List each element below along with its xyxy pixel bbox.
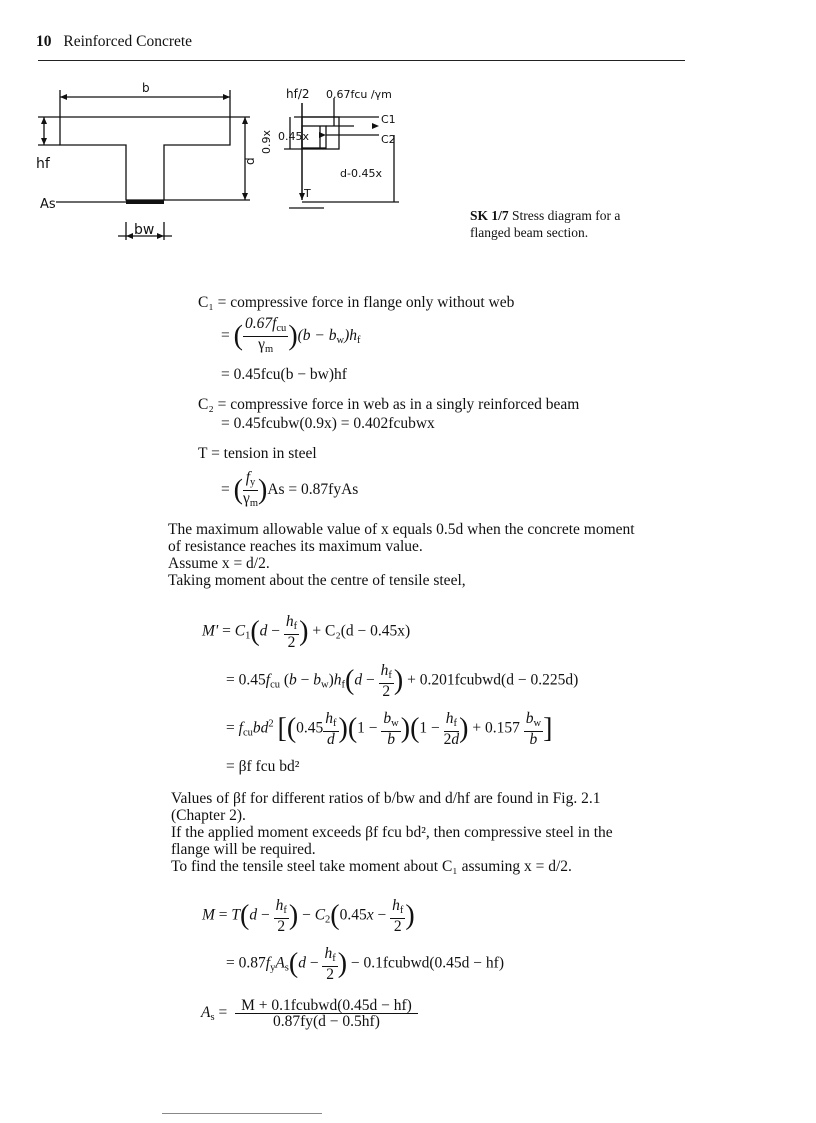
- caption-label: SK 1/7: [470, 208, 509, 223]
- label-As: As: [40, 197, 56, 212]
- eq-t-result: = ( $\frac{f_y}{\gamma_m}$ )As = 0.87fyAs: [221, 469, 359, 509]
- label-c1: C1: [381, 113, 396, 126]
- running-header: [36, 33, 192, 51]
- header-rule: [38, 60, 685, 61]
- caption-line2: flanged beam section.: [470, 225, 589, 240]
- footer-rule: [162, 1113, 322, 1114]
- stress-diagram-figure: [34, 70, 434, 245]
- running-title: Reinforced Concrete: [63, 33, 193, 50]
- eq-beta: = βf fcu bd²: [226, 758, 300, 775]
- eq-m-1: M = T(d − $\frac{h_f}{2}$ ) − $C_2(0.45x$ − $\frac{h_f}{2}$ ): [202, 897, 415, 935]
- eq-t-definition: T = tension in steel: [198, 445, 317, 462]
- label-stress: 0.67fcu /γm: [326, 88, 392, 101]
- label-d: d: [243, 157, 257, 165]
- label-c2: C2: [381, 133, 396, 146]
- eq-c1-result: = 0.45fcu(b − bw)hf: [221, 366, 347, 383]
- t-beam-outline: [60, 117, 230, 200]
- steel-bar: [126, 200, 164, 204]
- page-number: 10: [36, 33, 52, 50]
- eq-as: $A_s$ = $\frac{\text{M + 0.1fcubwd(0.45d − hf)}}{0.87fy(d - 0.5hf)}$: [201, 998, 418, 1029]
- eq-moment-2: = $0.45f_{cu}$ $(b - b_w)h_f(d$ − $\frac{h_f}{2}$ ) + 0.201fcubwd(d − 0.225d): [226, 662, 579, 700]
- eq-moment-3: = $f_{cu}bd^2$ [(0.45 $\frac{h_f}{d}$ )(1 − $\frac{b_w}{b}$ )(1 − $\frac{h_f}{2d}$ ) + 0.157 $\frac{b_w}{b}$ ]: [226, 710, 553, 748]
- eq-c2-result: = 0.45fcubw(0.9x) = 0.402fcubwx: [221, 415, 435, 432]
- eq-c2-definition: C₂ = compressive force in web as in a singly reinforced beam: [198, 396, 580, 413]
- eq-c1-definition: C₁ = compressive force in flange only without web: [198, 294, 515, 311]
- label-bw: bw: [134, 222, 155, 238]
- eq-moment-1: $M' = C_1(d$ − $\frac{h_f}{2}$ ) + C₂(d − 0.45x): [202, 613, 411, 651]
- figure-caption: [470, 207, 620, 241]
- eq-m-2: = $0.87f_yA_s(d$ − $\frac{h_f}{2}$ ) − 0.1fcubwd(0.45d − hf): [226, 945, 504, 983]
- label-hf-half: hf/2: [286, 87, 310, 101]
- eq-c1-expansion: = ( $\frac{0.67f_{cu}}{\gamma_m}$ )$(b - b_w)h_f$: [221, 315, 361, 355]
- label-b: b: [142, 81, 150, 95]
- paragraph-1: The maximum allowable value of x equals 0.5d when the concrete moment of resistance reaches its maximum value. Assume x = d/2. Taking moment about the centre of tensile steel,: [168, 521, 635, 589]
- label-depth: 0.9x: [260, 129, 273, 154]
- caption-line1: Stress diagram for a: [512, 208, 621, 223]
- paragraph-2: Values of βf for different ratios of b/bw and d/hf are found in Fig. 2.1 (Chapter 2). If the applied moment exceeds βf fcu bd², then compressive steel in the flange will be required. To find the tensile steel take moment about C₁ assuming x = d/2.: [171, 790, 613, 875]
- label-hf: hf: [36, 156, 50, 172]
- label-lever1: 0.45x: [278, 130, 310, 143]
- label-lever2: d-0.45x: [340, 167, 382, 180]
- label-T: T: [304, 187, 311, 200]
